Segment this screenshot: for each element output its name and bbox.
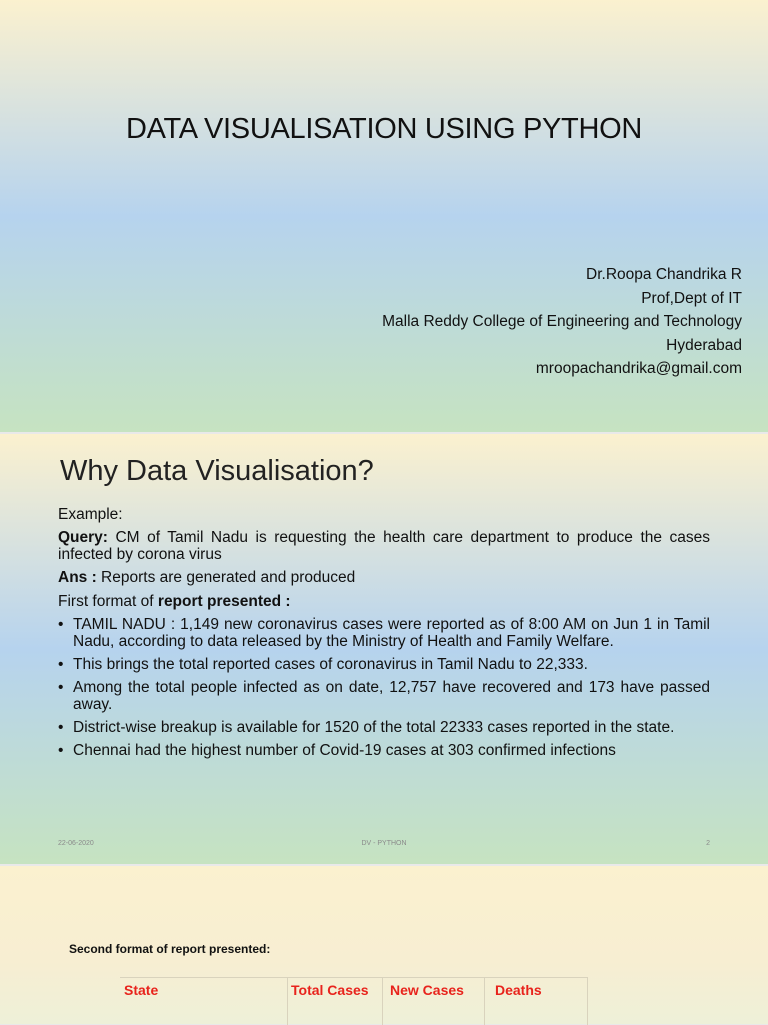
example-line <box>58 505 710 524</box>
bullet-item: • Among the total people infected as on date, 12,757 have recovered and 173 have passed away. <box>58 679 710 713</box>
footer-title: DV - PYTHON <box>361 840 407 847</box>
slide-1-title: DATA VISUALISATION USING PYTHON <box>125 113 642 145</box>
ans-label: Ans : <box>58 569 97 586</box>
bullet-item: • This brings the total reported cases of coronavirus in Tamil Nadu to 22,333. <box>58 656 710 673</box>
slide-1 <box>0 0 768 432</box>
query-label: Query: <box>58 529 108 546</box>
slide-2-title: Why Data Visualisation? <box>60 455 374 487</box>
table-column-divider <box>382 978 383 1025</box>
table-header-state: State <box>124 982 159 998</box>
author-block <box>382 263 742 381</box>
footer-date: 22-06-2020 <box>58 840 94 847</box>
author-institution: Malla Reddy College of Engineering and Technology <box>382 313 742 330</box>
query-text: CM of Tamil Nadu is requesting the health care department to produce the cases infected by corona virus <box>58 529 710 563</box>
table-header-new-cases: New Cases <box>390 982 464 998</box>
format-line <box>58 592 710 611</box>
query-line <box>58 529 710 563</box>
author-position: Prof,Dept of IT <box>641 289 742 307</box>
bullet-item: • District-wise breakup is available for 1520 of the total 22333 cases reported in the state. <box>58 719 710 736</box>
format-bold: report presented : <box>157 593 291 610</box>
ans-text: Reports are generated and produced <box>96 569 356 586</box>
slide-3-subtitle: Second format of report presented: <box>69 942 271 956</box>
author-name: Dr.Roopa Chandrika R <box>586 266 742 283</box>
table-column-divider <box>587 978 588 1025</box>
table-column-divider <box>287 978 288 1025</box>
table-header-total-cases: Total Cases <box>291 982 369 998</box>
ans-line <box>58 568 710 587</box>
table-column-divider <box>484 978 485 1025</box>
footer-page-number: 2 <box>706 840 710 847</box>
example-label: Example: <box>58 506 123 523</box>
author-email: mroopachandrika@gmail.com <box>535 360 742 377</box>
bullet-list <box>58 616 710 759</box>
cases-table <box>120 977 588 1025</box>
format-prefix: First format of <box>58 593 158 610</box>
bullet-item: • TAMIL NADU : 1,149 new coronavirus cases were reported as of 8:00 AM on Jun 1 in Tamil Nadu, according to data released by the Ministry of Health and Family Welfare. <box>58 616 710 650</box>
bullet-item: • Chennai had the highest number of Covid-19 cases at 303 confirmed infections <box>58 742 710 759</box>
table-header-deaths: Deaths <box>495 982 542 998</box>
slide-2-content <box>58 505 710 765</box>
author-city: Hyderabad <box>666 336 742 354</box>
